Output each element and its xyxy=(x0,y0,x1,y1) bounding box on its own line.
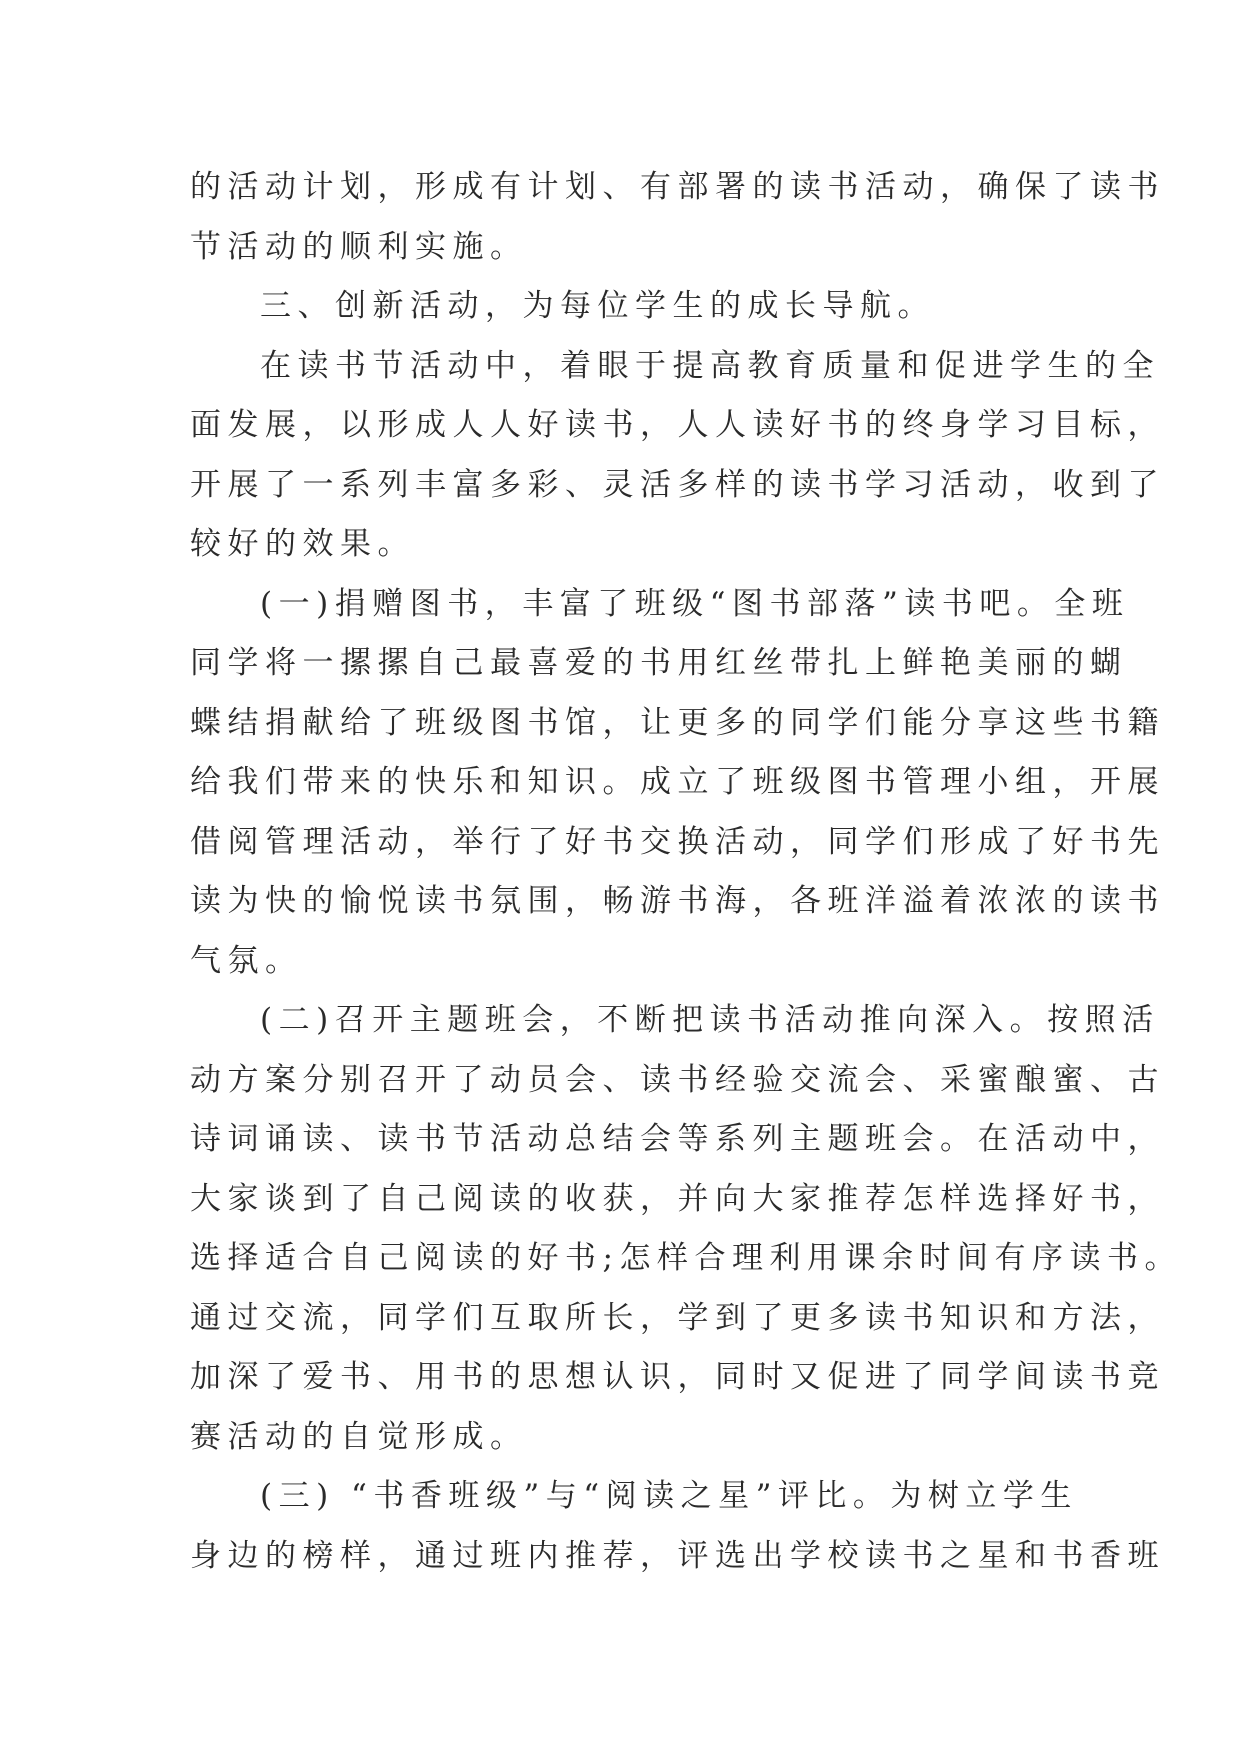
text-line-6: 开展了一系列丰富多彩、灵活多样的读书学习活动，收到了 xyxy=(190,466,1165,503)
text-line-7: 较好的效果。 xyxy=(190,526,415,562)
section-heading: 三、创新活动，为每位学生的成长导航。 xyxy=(260,288,935,324)
text-line-22: 赛活动的自觉形成。 xyxy=(190,1418,528,1455)
text-line-16: 动方案分别召开了动员会、读书经验交流会、采蜜酿蜜、古 xyxy=(190,1061,1165,1098)
text-line-2: 节活动的顺利实施。 xyxy=(190,228,528,265)
text-line-4: 在读书节活动中，着眼于提高教育质量和促进学生的全 xyxy=(260,347,1160,384)
text-line-11: 给我们带来的快乐和知识。成立了班级图书管理小组，开展 xyxy=(190,764,1165,800)
text-line-15: (二)召开主题班会，不断把读书活动推向深入。按照活 xyxy=(260,1002,1160,1038)
text-line-10: 蝶结捐献给了班级图书馆，让更多的同学们能分享这些书籍 xyxy=(190,704,1165,741)
text-line-18: 大家谈到了自己阅读的收获，并向大家推荐怎样选择好书， xyxy=(190,1180,1165,1217)
text-line-20: 通过交流，同学们互取所长，学到了更多读书知识和方法， xyxy=(190,1299,1165,1336)
text-line-24: 身边的榜样，通过班内推荐，评选出学校读书之星和书香班 xyxy=(190,1537,1165,1574)
text-line-19: 选择适合自己阅读的好书;怎样合理利用课余时间有序读书。 xyxy=(190,1240,1182,1276)
text-line-12: 借阅管理活动，举行了好书交换活动，同学们形成了好书先 xyxy=(190,823,1165,860)
text-line-17: 诗词诵读、读书节活动总结会等系列主题班会。在活动中， xyxy=(190,1121,1165,1157)
text-line-8: (一)捐赠图书，丰富了班级“图书部落”读书吧。全班 xyxy=(260,585,1130,622)
text-line-13: 读为快的愉悦读书氛围，畅游书海，各班洋溢着浓浓的读书 xyxy=(190,883,1165,919)
text-line-5: 面发展，以形成人人好读书，人人读好书的终身学习目标， xyxy=(190,407,1165,443)
text-line-1: 的活动计划，形成有计划、有部署的读书活动，确保了读书 xyxy=(190,169,1165,205)
text-line-23: (三) “书香班级”与“阅读之星”评比。为树立学生 xyxy=(260,1478,1078,1514)
text-line-21: 加深了爱书、用书的思想认识，同时又促进了同学间读书竞 xyxy=(190,1359,1165,1395)
body-text xyxy=(190,158,1182,1586)
text-line-9: 同学将一摞摞自己最喜爱的书用红丝带扎上鲜艳美丽的蝴 xyxy=(190,645,1128,681)
text-line-14: 气氛。 xyxy=(190,942,303,979)
